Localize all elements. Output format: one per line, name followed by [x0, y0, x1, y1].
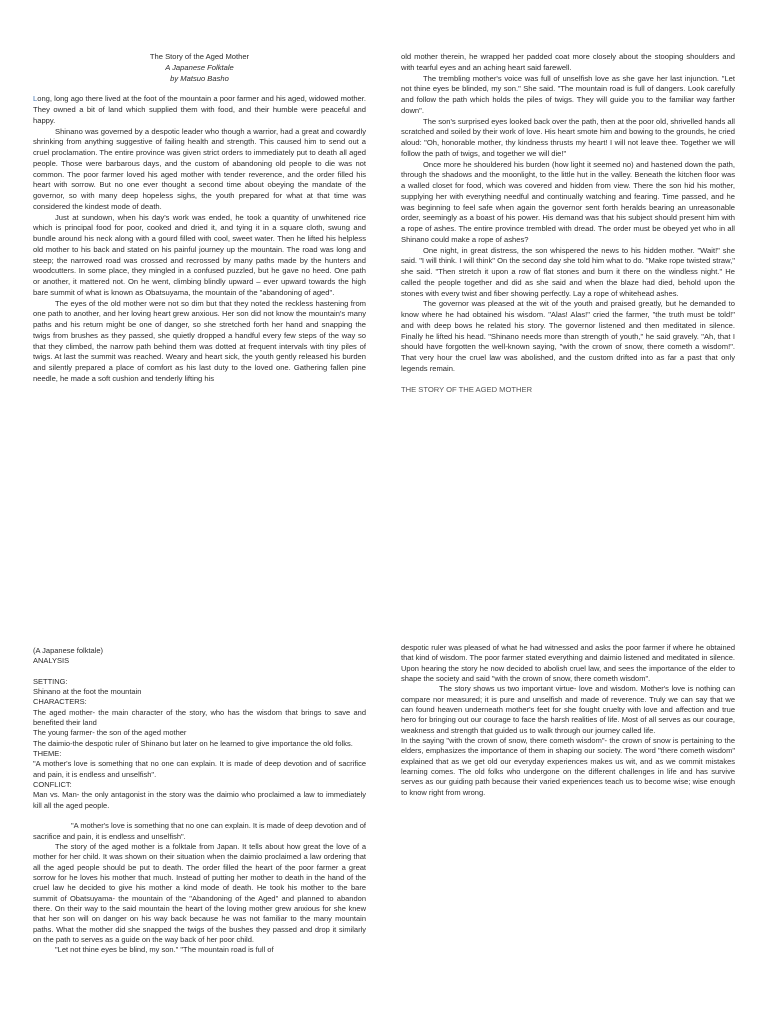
analysis-paragraph-3: despotic ruler was pleased of what he had witnessed and asks the poor farmer if where he obtained that kind of wisdom. The poor farmer stated everything and daimio listened and meditated in silence. Upon hearing the story he now decided to abolish cruel law, and sees the importance of the elder to shape the society and said "with the crown of snow, there cometh wisdom".: [401, 643, 735, 684]
story-paragraph-7: The son's surprised eyes looked back over the path, then at the poor old, shrivelled hands all scratched and soiled by their work of love. His heart smote him and bowing to the grounds, he cried aloud: "Oh, honorable mother, thy kindness thrusts my heart! I will not leave thee. Together we will follow the path of twigs, and together we will die!": [401, 116, 735, 158]
conflict-label: CONFLICT:: [33, 780, 72, 790]
character-daimio: The daimio-the despotic ruler of Shinano but later on he learned to give importance the old folks.: [33, 738, 353, 748]
story-column-right: [401, 52, 735, 395]
story-paragraph-2: Shinano was governed by a despotic leader who though a warrior, had a great and cowardly shrinking from anything suggestive of failing health and strength. This caused him to send out a cruel proclamation. The entire province was given strict orders to immediately put to death all aged people. Those were barbarous days, and the custom of abandoning old people to die was not common. The poor farmer loved his aged mother with tender reverence, and the order filled his heart with sorrow. But no one ever thought a second time about obeying the mandate of the governor, so with many deep hopeless sighs, the youth prepared for what at that time was considered the kindest mode of death.: [33, 126, 366, 211]
section-heading: THE STORY OF THE AGED MOTHER: [401, 384, 533, 394]
setting-text: Shinano at the foot the mountain: [33, 687, 142, 697]
analysis-paragraph-2: "Let not thine eyes be blind, my son." "The mountain road is full of: [55, 945, 274, 955]
setting-label: SETTING:: [33, 676, 68, 686]
story-title: The Story of the Aged Mother: [149, 52, 250, 61]
character-farmer: The young farmer- the son of the aged mother: [33, 728, 187, 738]
characters-label: CHARACTERS:: [33, 697, 87, 707]
story-paragraph-4: The eyes of the old mother were not so dim but that they noted the reckless hastening from one path to another, and her loving heart grew anxious. Her son did not know the mountain's many paths and his return might be one of danger, so she stretched forth her hand and snapping the twigs from brushes as they passed, she quietly dropped a handful every few steps of the way so that they climbed, the narrow path behind them was dotted at frequent intervals with tiny piles of twigs. At last the summit was reached. Weary and heart sick, the youth gently released his burden and silently prepared a place of comfort as his last duty to the loved one. Gathering fallen pine needle, he made a soft cushion and tenderly lifting his: [33, 298, 366, 383]
story-column-left: [33, 52, 366, 385]
story-author: by Matsuo Basho: [170, 73, 229, 83]
analysis-subtitle: (A Japanese folktale): [33, 646, 104, 655]
analysis-paragraph-4: The story shows us two important virtue- love and wisdom. Mother's love is nothing can compare nor measured; it is pure and unselfish and made of reverence. Truly we can say that we can found heaven underneath mother's feet for she fought cruelty with love and affection and true hero for bringing out our courage to face the harsh realities of life. Most of all serves as our courage, weakness and strength that guided us to walk through our journey called life.: [401, 684, 735, 735]
theme-label: THEME:: [33, 749, 62, 759]
drop-cap-letter: L: [33, 94, 38, 104]
theme-text: "A mother's love is something that no one can explain. It is made of deep devotion and of sacrifice and pain, it is endless and unselfish".: [33, 759, 366, 779]
analysis-column-right: [401, 643, 735, 798]
story-paragraph-1-text: ong, long ago there lived at the foot of the mountain a poor farmer and his aged, widowed mother. They owned a bit of land which supplied them with food, and their humble were peaceful and happy.: [33, 94, 366, 125]
story-paragraph-8: Once more he shouldered his burden (how light it seemed no) and hastened down the path, through the shadows and the moonlight, to the little hut in the valley. Beneath the kitchen floor was a walled closet for food, which was covered and hidden from view. There the son hid his mother, supplying her with everything needful and continually watching and fearing. Time passed, and he was beginning to feel safe when again the governor sent forth heralds bearing an unreasonable order, seemingly as a boast of his power. His demand was that his subject should present him with a rope of ashes. The entire province trembled with dread. The order must be obeyed yet who in all Shinano could make a rope of ashes?: [401, 159, 735, 244]
analysis-heading: ANALYSIS: [33, 656, 70, 666]
analysis-paragraph-1: The story of the aged mother is a folktale from Japan. It tells about how great the love of a mother for her child. It was shown on their situation when the daimio proclaimed a law ordering that all the aged people should be put to death. The order filled the heart of the poor farmer a great sorrow for he loves his mother that much. Instead of putting her mother to death in the hand of the cruel law he decided to give his mother a kind mode of death. He took his mother to the bare summit of Obatsuyama- the mountain of the "Abandoning of the Aged" and planned to abandon there. On their way to the said mountain the heart of the loving mother grew anxious for she knew that her son will on danger on his way back because he was not familiar to the many mountain paths. What the mother did she snapped the twigs of the bushes they passed and drop it similarly on the path to serves as a guide on the way back of her poor child.: [33, 841, 366, 944]
story-paragraph-3: Just at sundown, when his day's work was ended, he took a quantity of unwhitened rice which is principal food for poor, cooked and dried it, and tying it in a square cloth, swung and bundle around his neck along with a gourd filled with cool, sweet water. Then he lifted his helpless old mother to his back and stated on his painful journey up the mountain. The road was long and steep; the narrowed road was crossed and recrossed by many paths made by the hunters and woodcutters. In some place, they mingled in a confused puzzled, but he gave no heed. One path or another, it mattered not. On he went, climbing blindly upward – ever upward towards the high bare summit of what is known as Obatsuyama, the mountain of the "abandoning of aged".: [33, 212, 366, 297]
analysis-quote: "A mother's love is something that no one can explain. It is made of deep devotion and of sacrifice and pain, it is endless and unselfish".: [33, 821, 366, 841]
analysis-column-left: [33, 646, 366, 956]
character-mother: The aged mother- the main character of the story, who has the wisdom that brings to save and benefited their land: [33, 707, 366, 728]
story-paragraph-5: old mother therein, he wrapped her padded coat more closely about the stooping shoulders and with tearful eyes and an aching heart said farewell.: [401, 52, 735, 72]
story-paragraph-6: The trembling mother's voice was full of unselfish love as she gave her last injunction. "Let not thine eyes be blinded, my son." She said. "The mountain road is full of dangers. Look carefully and follow the path which holds the piles of twigs. They will guide you to the familiar way farther down".: [401, 73, 735, 115]
story-paragraph-1: [33, 94, 366, 126]
story-paragraph-9: One night, in great distress, the son whispered the news to his hidden mother. "Wait!" she said. "I will think. I will think" On the second day she told him what to do. "Make rope twisted straw," she said. "Then stretch it upon a row of flat stones and burn it there on the windless night." He called the people together and did as she said and when the blaze had died, behold upon the stones with every twist and fiber showing perfectly. Lay a rope of whitehead ashes.: [401, 245, 735, 298]
story-paragraph-10: The governor was pleased at the wit of the youth and praised greatly, but he demanded to know where he had obtained his wisdom. "Alas! Alas!" cried the farmer, "the truth must be told!" and with deep bows he related his story. The governor listened and then meditated in silence. Finally he lifted his head. "Shinano needs more than strength of youth," he said gravely. "Ah, that I should have forgotten the well-known saying, "with the crown of snow, there cometh a wisdom!". That very hour the cruel law was abolished, and the custom drifted into as far a past that only legends remain.: [401, 299, 735, 373]
conflict-text: Man vs. Man- the only antagonist in the story was the daimio who proclaimed a law to immediately kill all the aged people.: [33, 790, 366, 810]
story-subtitle: A Japanese Folktale: [165, 62, 234, 72]
analysis-paragraph-5: In the saying "with the crown of snow, there cometh wisdom"- the crown of snow is pertaining to the elders, emphasizes the importance of them in shaping our society. The word "there cometh wisdom" explained that as we get old our everyday experiences makes us wit, and as we commit mistakes learning comes. The old folks who undergone on the different challenges in life and has survive serves as our guiding path because their varied experiences teach us to become wise; wise enough to know right from wrong.: [401, 736, 735, 797]
